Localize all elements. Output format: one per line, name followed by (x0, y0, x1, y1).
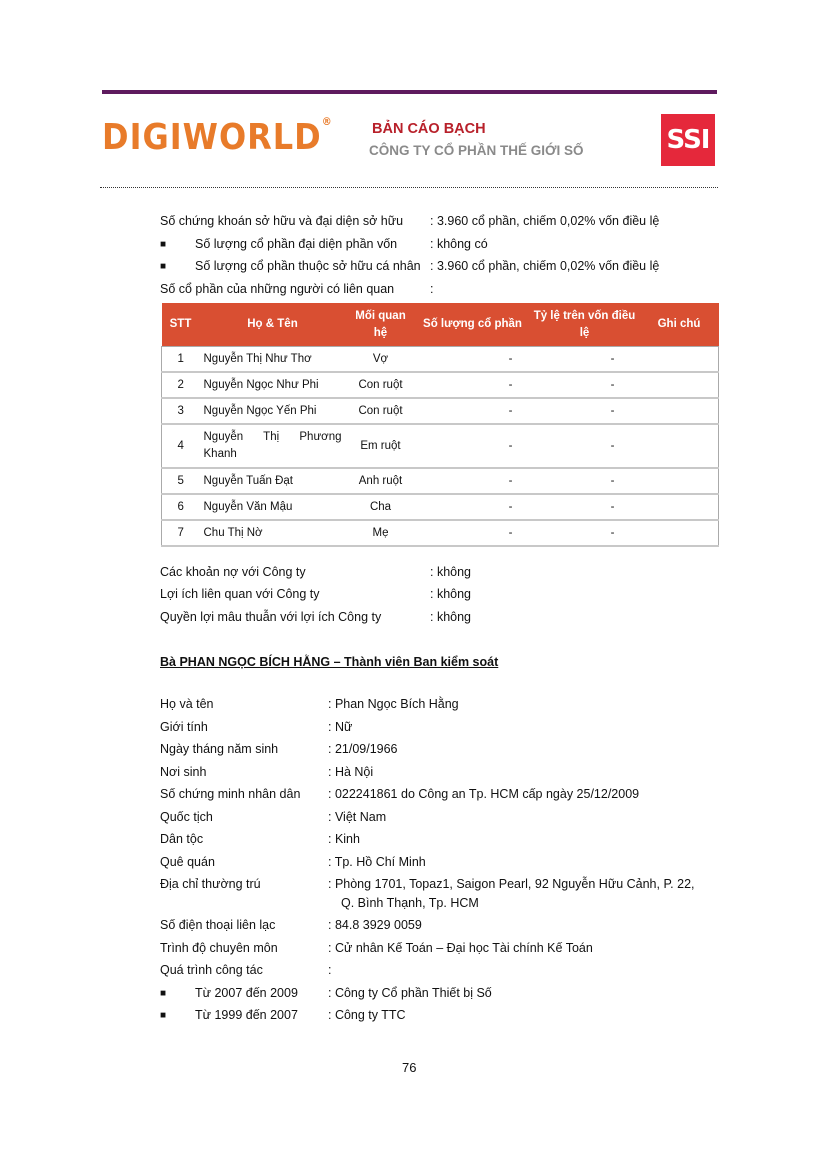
share-ratio: - (530, 398, 640, 424)
row-value: : 022241861 do Công an Tp. HCM cấp ngày 25/12/2009 (328, 787, 640, 801)
header-bar (102, 90, 717, 94)
relationship: Mẹ (346, 520, 416, 546)
relationship: Anh ruột (346, 468, 416, 494)
row-index: 2 (162, 372, 200, 398)
table-row (162, 494, 719, 520)
row-label: Trình độ chuyên môn (160, 940, 278, 955)
note (640, 398, 719, 424)
col-header: Số lượng cổ phần (416, 303, 530, 347)
bullet-icon: ■ (160, 261, 167, 272)
row-index: 3 (162, 398, 200, 424)
row-label: Quyền lợi mâu thuẫn với lợi ích Công ty (160, 610, 382, 624)
row-label: Số điện thoại liên lạc (160, 918, 276, 932)
row-label: Nơi sinh (160, 764, 207, 779)
row-label: Giới tính (160, 719, 208, 734)
row-value: : 21/09/1966 (328, 742, 398, 756)
row-index: 4 (162, 424, 200, 468)
relationship: Con ruột (346, 398, 416, 424)
person-name: Nguyễn Thị Như Thơ (200, 347, 346, 373)
digiworld-logo (102, 116, 333, 158)
note (640, 520, 719, 546)
note (640, 347, 719, 373)
share-count: - (416, 372, 530, 398)
share-ratio: - (530, 520, 640, 546)
row-label: Dân tộc (160, 832, 204, 846)
row-label: Số chứng khoán sở hữu và đại diện sở hữu (160, 214, 404, 228)
table-row (162, 347, 719, 373)
share-ratio: - (530, 347, 640, 373)
col-header: Tỷ lệ trên vốn điều lệ (530, 303, 640, 347)
row-value: : Phan Ngọc Bích Hằng (328, 697, 459, 711)
registered-mark: ® (321, 116, 333, 129)
row-label: Địa chỉ thường trú (160, 877, 261, 891)
row-label: Quá trình công tác (160, 963, 263, 977)
related-shareholders-table (161, 303, 719, 547)
person-name: Chu Thị Nờ (200, 520, 346, 546)
table-row (162, 398, 719, 424)
row-value: : 3.960 cổ phần, chiếm 0,02% vốn điều lệ (430, 259, 660, 273)
note (640, 424, 719, 468)
share-ratio: - (530, 372, 640, 398)
row-label: Quê quán (160, 854, 215, 869)
row-index: 6 (162, 494, 200, 520)
row-value: : không (430, 587, 472, 601)
note (640, 494, 719, 520)
row-label: Số cổ phần của những người có liên quan (160, 282, 395, 296)
company-name: CÔNG TY CỔ PHẦN THẾ GIỚI SỐ (369, 143, 584, 158)
note (640, 468, 719, 494)
row-value: : Hà Nội (328, 764, 374, 779)
person-name: Nguyễn Văn Mậu (200, 494, 346, 520)
share-count: - (416, 494, 530, 520)
table-row (162, 468, 719, 494)
row-value: : Công ty Cổ phần Thiết bị Số (328, 985, 492, 1000)
row-value: : không (430, 610, 472, 624)
row-value: : Cử nhân Kế Toán – Đại học Tài chính Kế Toán (328, 940, 593, 955)
relationship: Con ruột (346, 372, 416, 398)
row-label: Số lượng cổ phần đại diện phần vốn (195, 237, 398, 251)
row-value: : Kinh (328, 832, 360, 846)
row-value: : không (430, 565, 472, 579)
row-index: 7 (162, 520, 200, 546)
share-count: - (416, 468, 530, 494)
relationship: Cha (346, 494, 416, 520)
relationship: Vợ (346, 347, 416, 373)
row-value: : 84.8 3929 0059 (328, 918, 422, 932)
share-count: - (416, 398, 530, 424)
share-count: - (416, 424, 530, 468)
row-label: Từ 1999 đến 2007 (195, 1008, 298, 1022)
row-index: 1 (162, 347, 200, 373)
row-label: Quốc tịch (160, 809, 213, 824)
share-count: - (416, 347, 530, 373)
col-header: STT (162, 303, 200, 347)
header-divider (100, 187, 718, 188)
row-value-continued: Q. Bình Thạnh, Tp. HCM (341, 896, 479, 910)
bullet-icon: ■ (160, 1010, 167, 1021)
logo-text: DIGIWORLD (102, 116, 322, 158)
row-value: : 3.960 cổ phần, chiếm 0,02% vốn điều lệ (430, 214, 660, 228)
note (640, 372, 719, 398)
row-label: Số chứng minh nhân dân (160, 787, 301, 801)
row-value: : (328, 963, 332, 977)
col-header: Mối quan hệ (346, 303, 416, 347)
col-header: Họ & Tên (200, 303, 346, 347)
row-label: Họ và tên (160, 697, 214, 711)
share-count: - (416, 520, 530, 546)
share-ratio: - (530, 424, 640, 468)
table-row (162, 424, 719, 468)
row-value: : Nữ (328, 719, 353, 734)
row-label: Ngày tháng năm sinh (160, 742, 279, 756)
share-ratio: - (530, 494, 640, 520)
row-value: : Công ty TTC (328, 1008, 406, 1022)
document-title: BẢN CÁO BẠCH (372, 121, 486, 137)
row-value: : Phòng 1701, Topaz1, Saigon Pearl, 92 Nguyễn Hữu Cảnh, P. 22, (328, 877, 695, 891)
share-ratio: - (530, 468, 640, 494)
ssi-logo: SSI (661, 114, 715, 166)
row-index: 5 (162, 468, 200, 494)
table-header-row (162, 303, 719, 347)
bullet-icon: ■ (160, 987, 167, 999)
table-row (162, 372, 719, 398)
bullet-icon: ■ (160, 239, 167, 250)
relationship: Em ruột (346, 424, 416, 468)
row-label: Số lượng cổ phần thuộc sở hữu cá nhân (195, 259, 421, 273)
row-value: : Việt Nam (328, 809, 387, 824)
page-number: 76 (402, 1060, 417, 1075)
section-heading: Bà PHAN NGỌC BÍCH HẰNG – Thành viên Ban kiểm soát (160, 655, 499, 669)
table-row (162, 520, 719, 546)
row-label: Các khoản nợ với Công ty (160, 565, 306, 579)
col-header: Ghi chú (640, 303, 719, 347)
person-name: Nguyễn Ngọc Như Phi (200, 372, 346, 398)
row-label: Từ 2007 đến 2009 (195, 985, 298, 1000)
row-value: : (430, 282, 434, 296)
row-label: Lợi ích liên quan với Công ty (160, 587, 320, 601)
person-name: Nguyễn Tuấn Đạt (200, 468, 346, 494)
person-name: Nguyễn Thị Phương Khanh (200, 424, 346, 468)
row-value: : không có (430, 237, 488, 251)
person-name: Nguyễn Ngọc Yến Phi (200, 398, 346, 424)
row-value: : Tp. Hồ Chí Minh (328, 854, 426, 869)
